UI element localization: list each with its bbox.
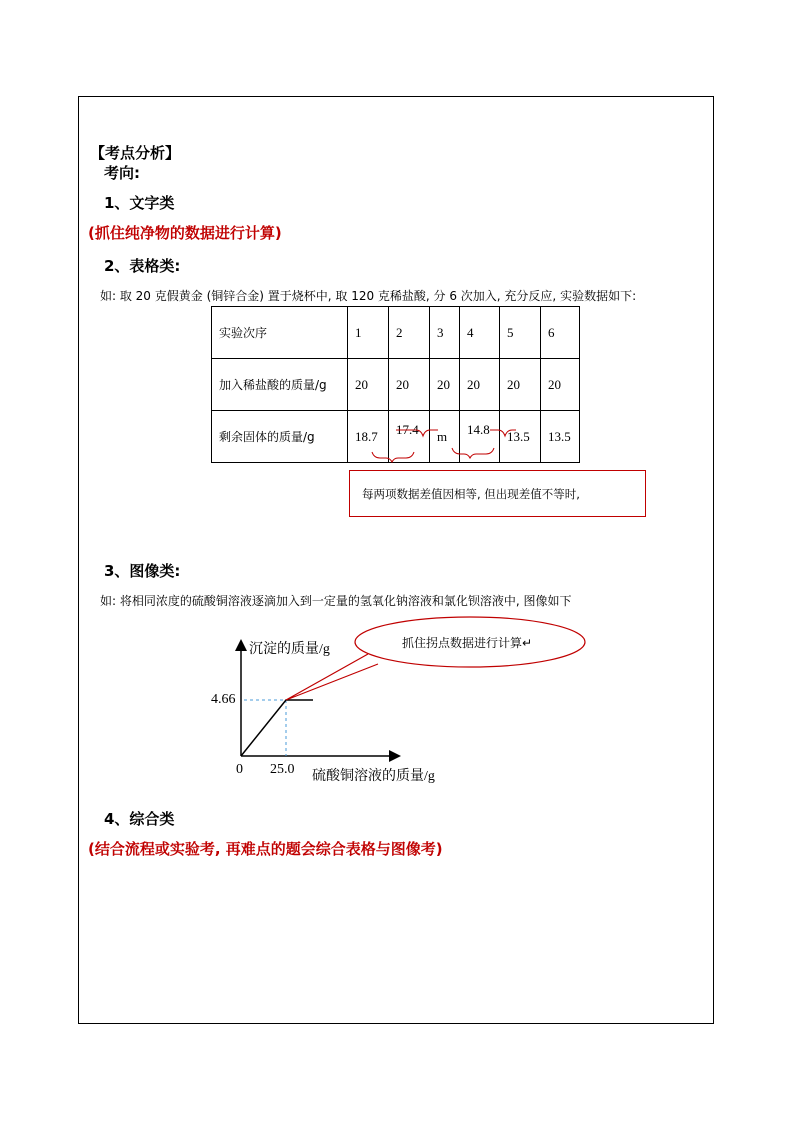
section-1-note: (抓住纯净物的数据进行计算): [88, 224, 282, 242]
table-cell: 5: [500, 307, 541, 359]
section-2-title: 2、表格类:: [104, 257, 181, 275]
chart-origin-label: 0: [236, 762, 243, 777]
remaining-mass-5: 13.5: [507, 428, 530, 444]
table-cell: 20: [430, 359, 460, 411]
series-line: [241, 700, 313, 756]
table-cell: 20: [460, 359, 500, 411]
chart-y-label: 沉淀的质量/g: [249, 642, 330, 657]
section-4-title: 4、综合类: [104, 810, 175, 828]
table-cell: 20: [500, 359, 541, 411]
heading: 【考点分析】: [90, 144, 181, 162]
remaining-mass-6: 13.5: [548, 428, 571, 444]
kaoxiang-label: 考向:: [104, 164, 140, 182]
remaining-mass-4: 14.8: [467, 421, 490, 437]
callout-pointer: [286, 654, 378, 700]
table-cell: 4: [460, 307, 500, 359]
section-1-title: 1、文字类: [104, 194, 175, 212]
table-cell: 实验次序: [212, 307, 348, 359]
table-cell: 20: [541, 359, 580, 411]
chart-y-tick: 4.66: [211, 692, 236, 707]
chart-x-label: 硫酸铜溶液的质量/g: [312, 769, 435, 784]
table-cell: 20: [389, 359, 430, 411]
section-2-description: 如: 取 20 克假黄金 (铜锌合金) 置于烧杯中, 取 120 克稀盐酸, 分 6 次加入, 充分反应, 实验数据如下:: [100, 289, 637, 303]
remaining-mass-3: m: [437, 428, 448, 444]
section-4-note: (结合流程或实验考, 再难点的题会综合表格与图像考): [88, 840, 443, 858]
section-3-description: 如: 将相同浓度的硫酸铜溶液逐滴加入到一定量的氢氧化钠溶液和氯化钡溶液中, 图像如下: [100, 594, 572, 608]
table-cell: 6: [541, 307, 580, 359]
table-cell: 3: [430, 307, 460, 359]
table-cell: 剩余固体的质量/g: [212, 411, 348, 463]
chart-x-tick: 25.0: [270, 762, 295, 777]
table-cell: 1: [348, 307, 389, 359]
remaining-mass-2: 17.4: [396, 421, 419, 437]
chart-callout-text: 抓住拐点数据进行计算↵: [402, 636, 533, 650]
table-cell: 加入稀盐酸的质量/g: [212, 359, 348, 411]
table-cell: 20: [348, 359, 389, 411]
table-callout: 每两项数据差值因相等, 但出现差值不等时,: [349, 470, 646, 517]
section-3-title: 3、图像类:: [104, 562, 181, 580]
remaining-mass-1: 18.7: [355, 428, 378, 444]
table-cell: 2: [389, 307, 430, 359]
